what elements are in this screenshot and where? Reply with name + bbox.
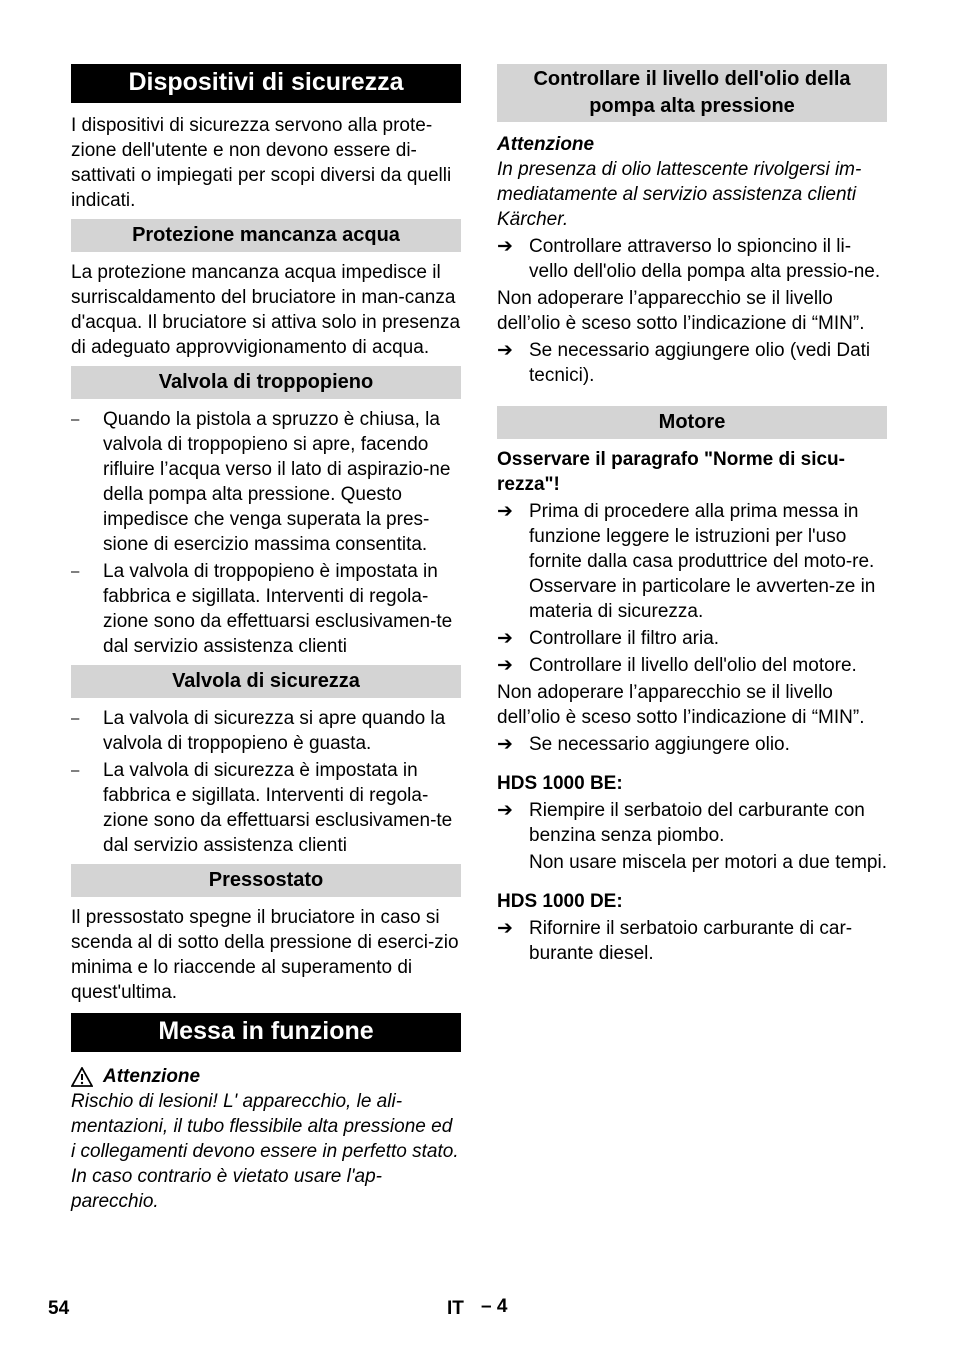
step-item — [497, 338, 887, 388]
note-text: Non usare miscela per motori a due tempi. — [529, 852, 887, 873]
list-item — [71, 407, 461, 557]
warning-text: Rischio di lesioni! L' apparecchio, le ali-mentazioni, il tubo flessibile alta pressione ed i collegamenti devono essere in perfetto stato. In caso contrario è vietato usare l'ap-parecchio. — [71, 1091, 459, 1212]
heading-overflow-valve: Valvola di troppopieno — [71, 366, 461, 399]
step-item — [497, 499, 887, 624]
dash-marker: – — [71, 762, 80, 779]
step-text: Se necessario aggiungere olio (vedi Dati tecnici). — [529, 340, 871, 386]
arrow-icon: ➔ — [497, 734, 513, 755]
list-item-text: La valvola di sicurezza si apre quando la valvola di troppopieno è guasta. — [103, 708, 446, 754]
section-title-start-up: Messa in funzione — [71, 1013, 461, 1052]
step-item — [497, 798, 887, 848]
step-text: Controllare il livello dell'olio del motore. — [529, 655, 857, 676]
section-title-safety-devices: Dispositivi di sicurezza — [71, 64, 461, 103]
step-text: Rifornire il serbatoio carburante di car-burante diesel. — [529, 918, 853, 964]
pressure-switch-text: Il pressostato spegne il bruciatore in caso si scenda al di sotto della pressione di eserci-zio minima e lo riaccende al superamento di quest'ultima. — [71, 907, 459, 1003]
arrow-icon: ➔ — [497, 800, 513, 821]
note-text: Non adoperare l’apparecchio se il livello dell’olio è sceso sotto l’indicazione di “MIN”. — [497, 682, 865, 728]
warning-heading — [71, 1064, 461, 1089]
list-item — [71, 758, 461, 858]
water-shortage-text: La protezione mancanza acqua impedisce il surriscaldamento del bruciatore in man-canza d'acqua. Il bruciatore si attiva solo in presenza di adeguato approvvigionamento di acqua. — [71, 262, 461, 358]
heading-engine: Motore — [497, 406, 887, 439]
heading-pressure-switch: Pressostato — [71, 864, 461, 897]
heading-safety-valve: Valvola di sicurezza — [71, 665, 461, 698]
heading-hds-1000-be: HDS 1000 BE: — [497, 773, 623, 794]
step-text: Controllare il filtro aria. — [529, 628, 720, 649]
safety-reference: Osservare il paragrafo "Norme di sicu-rezza"! — [497, 449, 845, 495]
dash-marker: – — [71, 563, 80, 580]
warning-triangle-icon — [71, 1067, 93, 1087]
step-item — [497, 732, 887, 757]
heading-pump-oil-level: Controllare il livello dell'olio della pompa alta pressione — [497, 64, 887, 122]
heading-water-shortage: Protezione mancanza acqua — [71, 219, 461, 252]
dash-marker: – — [71, 411, 80, 428]
list-item — [71, 559, 461, 659]
warning-label: Attenzione — [103, 1066, 201, 1087]
list-item-text: Quando la pistola a spruzzo è chiusa, la valvola di troppopieno si apre, facendo rifluire l’acqua verso il lato di aspirazio-ne della pompa alta pressione. Questo impedisce che venga superata la pres-sione di esercizio massima consentita. — [103, 409, 451, 555]
list-item — [71, 706, 461, 756]
step-item — [497, 626, 887, 651]
right-column — [497, 64, 887, 968]
dash-marker: – — [71, 710, 80, 727]
step-item — [497, 916, 887, 966]
arrow-icon: ➔ — [497, 236, 513, 257]
list-item-text: La valvola di sicurezza è impostata in fabbrica e sigillata. Interventi di regola-zione sono da effettuarsi esclusivamen-te dal servizio assistenza clienti — [103, 760, 453, 856]
arrow-icon: ➔ — [497, 918, 513, 939]
step-text: Se necessario aggiungere olio. — [529, 734, 790, 755]
arrow-icon: ➔ — [497, 655, 513, 676]
arrow-icon: ➔ — [497, 501, 513, 522]
arrow-icon: ➔ — [497, 628, 513, 649]
list-item-text: La valvola di troppopieno è impostata in fabbrica e sigillata. Interventi di regola-zione sono da effettuarsi esclusivamen-te dal servizio assistenza clienti — [103, 561, 453, 657]
step-item — [497, 234, 887, 284]
arrow-icon: ➔ — [497, 340, 513, 361]
step-text: Riempire il serbatoio del carburante con benzina senza piombo. — [529, 800, 865, 846]
safety-devices-text: I dispositivi di sicurezza servono alla prote-zione dell'utente e non devono essere di-sattivati o impiegati per scopi diversi da quelli indicati. — [71, 115, 452, 211]
step-item — [497, 653, 887, 678]
step-text: Prima di procedere alla prima messa in funzione leggere le istruzioni per l'uso fornite dalla casa produttrice del moto-re. Osservare in particolare le avverten-ze in materia di sicurezza. — [529, 501, 876, 622]
attention-label: Attenzione — [497, 134, 595, 155]
step-text: Controllare attraverso lo spioncino il li-vello dell'olio della pompa alta pressio-ne. — [529, 236, 881, 282]
page-number: 54 — [48, 1298, 70, 1319]
section-page-number: – 4 — [481, 1296, 508, 1317]
note-text: Non adoperare l’apparecchio se il livello dell’olio è sceso sotto l’indicazione di “MIN”. — [497, 288, 865, 334]
left-column — [71, 64, 461, 1220]
language-code: IT — [447, 1298, 464, 1319]
heading-hds-1000-de: HDS 1000 DE: — [497, 891, 623, 912]
attention-text: In presenza di olio lattescente rivolgersi im-mediatamente al servizio assistenza clienti Kärcher. — [497, 159, 862, 230]
